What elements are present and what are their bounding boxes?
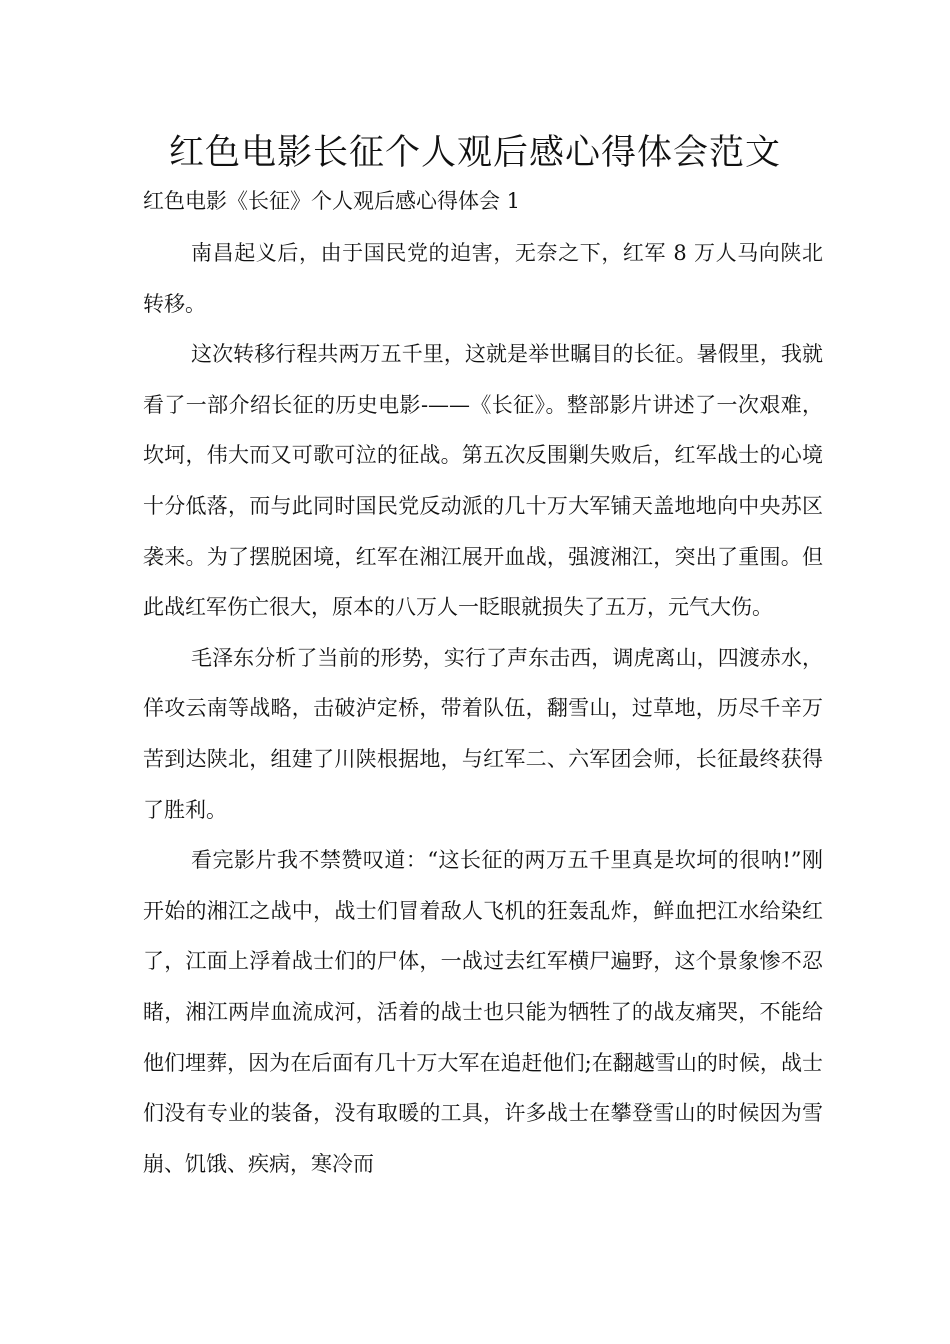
paragraph-1: 南昌起义后，由于国民党的迫害，无奈之下，红军 8 万人马向陕北转移。 bbox=[143, 241, 823, 316]
document-subtitle: 红色电影《长征》个人观后感心得体会 1 bbox=[143, 189, 521, 213]
paragraph-3: 毛泽东分析了当前的形势，实行了声东击西，调虎离山，四渡赤水，佯攻云南等战略，击破泸定桥，带着队伍，翻雪山，过草地，历尽千辛万苦到达陕北，组建了川陕根据地，与红军二、六军团会师，长征最终获得了胜利。 bbox=[143, 645, 823, 822]
document-title: 红色电影长征个人观后感心得体会范文 bbox=[168, 133, 781, 173]
paragraph-2: 这次转移行程共两万五千里，这就是举世瞩目的长征。暑假里，我就看了一部介绍长征的历史电影-——《长征》。整部影片讲述了一次艰难，坎坷，伟大而又可歌可泣的征战。第五次反围剿失败后，红军战士的心境十分低落，而与此同时国民党反动派的几十万大军铺天盖地地向中央苏区袭来。为了摆脱困境，红军在湘江展开血战，强渡湘江，突出了重围。但此战红军伤亡很大，原本的八万人一眨眼就损失了五万，元气大伤。 bbox=[143, 342, 823, 620]
document-body bbox=[143, 228, 823, 1189]
paragraph-4: 看完影片我不禁赞叹道：“这长征的两万五千里真是坎坷的很呐!”刚开始的湘江之战中，战士们冒着敌人飞机的狂轰乱炸，鲜血把江水给染红了，江面上浮着战士们的尸体，一战过去红军横尸遍野，这个景象惨不忍睹，湘江两岸血流成河，活着的战士也只能为牺牲了的战友痛哭，不能给他们埋葬，因为在后面有几十万大军在追赶他们;在翻越雪山的时候，战士们没有专业的装备，没有取暖的工具，许多战士在攀登雪山的时候因为雪崩、饥饿、疾病，寒冷而 bbox=[143, 848, 823, 1176]
